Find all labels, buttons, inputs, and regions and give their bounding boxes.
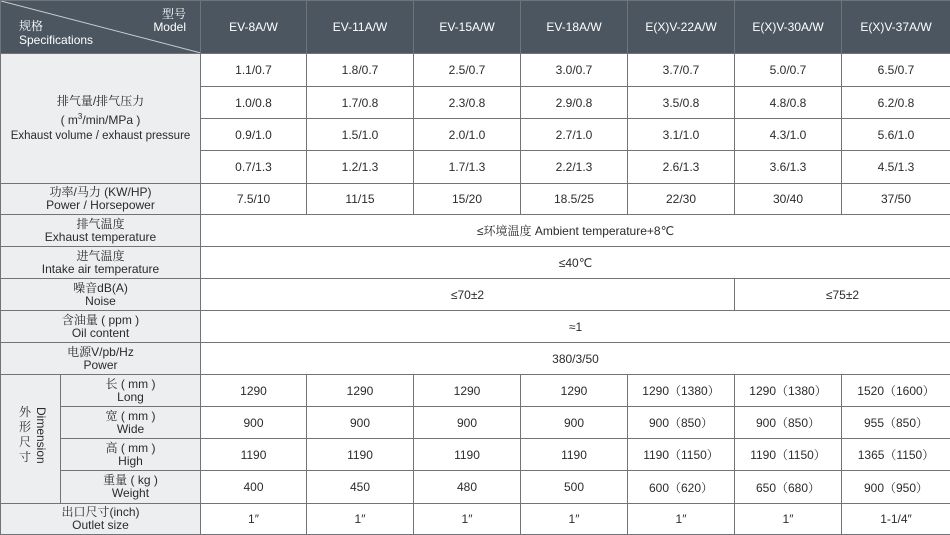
dimension-cell: 900 bbox=[201, 407, 307, 439]
exhaust-cell: 2.3/0.8 bbox=[414, 87, 521, 119]
dimension-row bbox=[1, 375, 950, 407]
dimension-cell: 1190（1150） bbox=[628, 439, 735, 471]
dimension-cell: 900 bbox=[307, 407, 414, 439]
model-header: E(X)V-22A/W bbox=[628, 1, 735, 54]
intake-temp-label: 进气温度 Intake air temperature bbox=[1, 247, 201, 279]
dimension-cell: 1520（1600） bbox=[842, 375, 950, 407]
exhaust-label-cn: 排气量/排气压力 bbox=[56, 94, 145, 108]
power-cell: 15/20 bbox=[414, 184, 521, 215]
dimension-cell: 1365（1150） bbox=[842, 439, 950, 471]
exhaust-cell: 5.0/0.7 bbox=[735, 54, 842, 87]
outlet-label: 出口尺寸(inch) Outlet size bbox=[1, 504, 201, 535]
model-label-en: Model bbox=[153, 20, 186, 34]
oil-row bbox=[1, 311, 950, 343]
exhaust-cell: 4.8/0.8 bbox=[735, 87, 842, 119]
dimension-label bbox=[1, 375, 61, 504]
outlet-cell: 1″ bbox=[414, 504, 521, 535]
dimension-cell: 450 bbox=[307, 471, 414, 504]
outlet-cell: 1″ bbox=[201, 504, 307, 535]
exhaust-cell: 1.1/0.7 bbox=[201, 54, 307, 87]
exhaust-temp-label: 排气温度 Exhaust temperature bbox=[1, 215, 201, 247]
outlet-cell: 1″ bbox=[735, 504, 842, 535]
dimension-sub-label: 高 ( mm ) High bbox=[61, 439, 201, 471]
exhaust-cell: 0.9/1.0 bbox=[201, 119, 307, 151]
noise-value-b: ≤75±2 bbox=[735, 279, 950, 311]
exhaust-cell: 3.7/0.7 bbox=[628, 54, 735, 87]
exhaust-cell: 4.3/1.0 bbox=[735, 119, 842, 151]
model-header: E(X)V-30A/W bbox=[735, 1, 842, 54]
noise-label: 噪音dB(A) Noise bbox=[1, 279, 201, 311]
outlet-cell: 1″ bbox=[521, 504, 628, 535]
dimension-cell: 1190 bbox=[521, 439, 628, 471]
dimension-label-en: Dimension bbox=[34, 407, 48, 464]
exhaust-label bbox=[1, 54, 201, 184]
dimension-cell: 480 bbox=[414, 471, 521, 504]
dimension-row bbox=[1, 407, 950, 439]
exhaust-cell: 1.5/1.0 bbox=[307, 119, 414, 151]
dimension-cell: 900（950） bbox=[842, 471, 950, 504]
dimension-cell: 900（850） bbox=[628, 407, 735, 439]
power-row bbox=[1, 184, 950, 215]
power-cell: 7.5/10 bbox=[201, 184, 307, 215]
exhaust-cell: 3.0/0.7 bbox=[521, 54, 628, 87]
dimension-cell: 650（680） bbox=[735, 471, 842, 504]
exhaust-cell: 2.9/0.8 bbox=[521, 87, 628, 119]
outlet-cell: 1-1/4″ bbox=[842, 504, 950, 535]
oil-label: 含油量 ( ppm ) Oil content bbox=[1, 311, 201, 343]
model-header: EV-8A/W bbox=[201, 1, 307, 54]
dimension-cell: 1290（1380） bbox=[735, 375, 842, 407]
power-cell: 18.5/25 bbox=[521, 184, 628, 215]
dimension-cell: 1290 bbox=[414, 375, 521, 407]
dimension-row bbox=[1, 471, 950, 504]
header-corner bbox=[1, 1, 201, 54]
exhaust-cell: 4.5/1.3 bbox=[842, 151, 950, 184]
exhaust-row bbox=[1, 54, 950, 87]
exhaust-cell: 2.5/0.7 bbox=[414, 54, 521, 87]
dimension-cell: 900 bbox=[521, 407, 628, 439]
power-cell: 30/40 bbox=[735, 184, 842, 215]
intake-temp-value: ≤40℃ bbox=[201, 247, 950, 279]
dimension-row bbox=[1, 439, 950, 471]
dimension-sub-label: 宽 ( mm ) Wide bbox=[61, 407, 201, 439]
exhaust-cell: 2.7/1.0 bbox=[521, 119, 628, 151]
outlet-cell: 1″ bbox=[307, 504, 414, 535]
exhaust-cell: 1.7/0.8 bbox=[307, 87, 414, 119]
dimension-cell: 900 bbox=[414, 407, 521, 439]
dimension-cell: 955（850） bbox=[842, 407, 950, 439]
exhaust-cell: 1.2/1.3 bbox=[307, 151, 414, 184]
noise-row bbox=[1, 279, 950, 311]
exhaust-temp-row bbox=[1, 215, 950, 247]
exhaust-cell: 1.0/0.8 bbox=[201, 87, 307, 119]
header-row bbox=[1, 1, 950, 54]
power-supply-value: 380/3/50 bbox=[201, 343, 950, 375]
power-supply-row bbox=[1, 343, 950, 375]
exhaust-cell: 2.6/1.3 bbox=[628, 151, 735, 184]
oil-value: ≈1 bbox=[201, 311, 950, 343]
dimension-sub-label: 重量 ( kg ) Weight bbox=[61, 471, 201, 504]
exhaust-cell: 5.6/1.0 bbox=[842, 119, 950, 151]
dimension-cell: 1190（1150） bbox=[735, 439, 842, 471]
power-label: 功率/马力 (KW/HP) Power / Horsepower bbox=[1, 184, 201, 215]
dimension-label-cn: 外 形 尺 寸 bbox=[18, 405, 31, 464]
dimension-cell: 1190 bbox=[307, 439, 414, 471]
power-cell: 11/15 bbox=[307, 184, 414, 215]
spec-label-cn: 规格 bbox=[19, 19, 44, 33]
dimension-cell: 500 bbox=[521, 471, 628, 504]
model-label-cn: 型号 bbox=[161, 7, 186, 21]
exhaust-cell: 3.5/0.8 bbox=[628, 87, 735, 119]
dimension-sub-label: 长 ( mm ) Long bbox=[61, 375, 201, 407]
dimension-cell: 1290 bbox=[521, 375, 628, 407]
exhaust-cell: 6.2/0.8 bbox=[842, 87, 950, 119]
model-header: EV-11A/W bbox=[307, 1, 414, 54]
dimension-cell: 1190 bbox=[201, 439, 307, 471]
dimension-cell: 900（850） bbox=[735, 407, 842, 439]
power-cell: 22/30 bbox=[628, 184, 735, 215]
exhaust-cell: 3.6/1.3 bbox=[735, 151, 842, 184]
exhaust-temp-value: ≤环境温度 Ambient temperature+8℃ bbox=[201, 215, 950, 247]
model-header: EV-18A/W bbox=[521, 1, 628, 54]
noise-value-a: ≤70±2 bbox=[201, 279, 735, 311]
outlet-cell: 1″ bbox=[628, 504, 735, 535]
dimension-cell: 400 bbox=[201, 471, 307, 504]
spec-label-en: Specifications bbox=[19, 33, 94, 47]
dimension-cell: 1290 bbox=[307, 375, 414, 407]
exhaust-cell: 6.5/0.7 bbox=[842, 54, 950, 87]
dimension-cell: 1290（1380） bbox=[628, 375, 735, 407]
exhaust-unit: ( $m^3/\min$/MPa ) bbox=[60, 112, 141, 127]
dimension-cell: 1290 bbox=[201, 375, 307, 407]
exhaust-cell: 1.8/0.7 bbox=[307, 54, 414, 87]
exhaust-cell: 1.7/1.3 bbox=[414, 151, 521, 184]
dimension-cell: 600（620） bbox=[628, 471, 735, 504]
exhaust-label-en: Exhaust volume / exhaust pressure bbox=[10, 130, 191, 142]
model-header: E(X)V-37A/W bbox=[842, 1, 950, 54]
exhaust-cell: 2.2/1.3 bbox=[521, 151, 628, 184]
exhaust-cell: 2.0/1.0 bbox=[414, 119, 521, 151]
exhaust-cell: 3.1/1.0 bbox=[628, 119, 735, 151]
model-header: EV-15A/W bbox=[414, 1, 521, 54]
power-supply-label: 电源V/pb/Hz Power bbox=[1, 343, 201, 375]
intake-temp-row bbox=[1, 247, 950, 279]
outlet-row bbox=[1, 504, 950, 535]
exhaust-cell: 0.7/1.3 bbox=[201, 151, 307, 184]
dimension-cell: 1190 bbox=[414, 439, 521, 471]
power-cell: 37/50 bbox=[842, 184, 950, 215]
